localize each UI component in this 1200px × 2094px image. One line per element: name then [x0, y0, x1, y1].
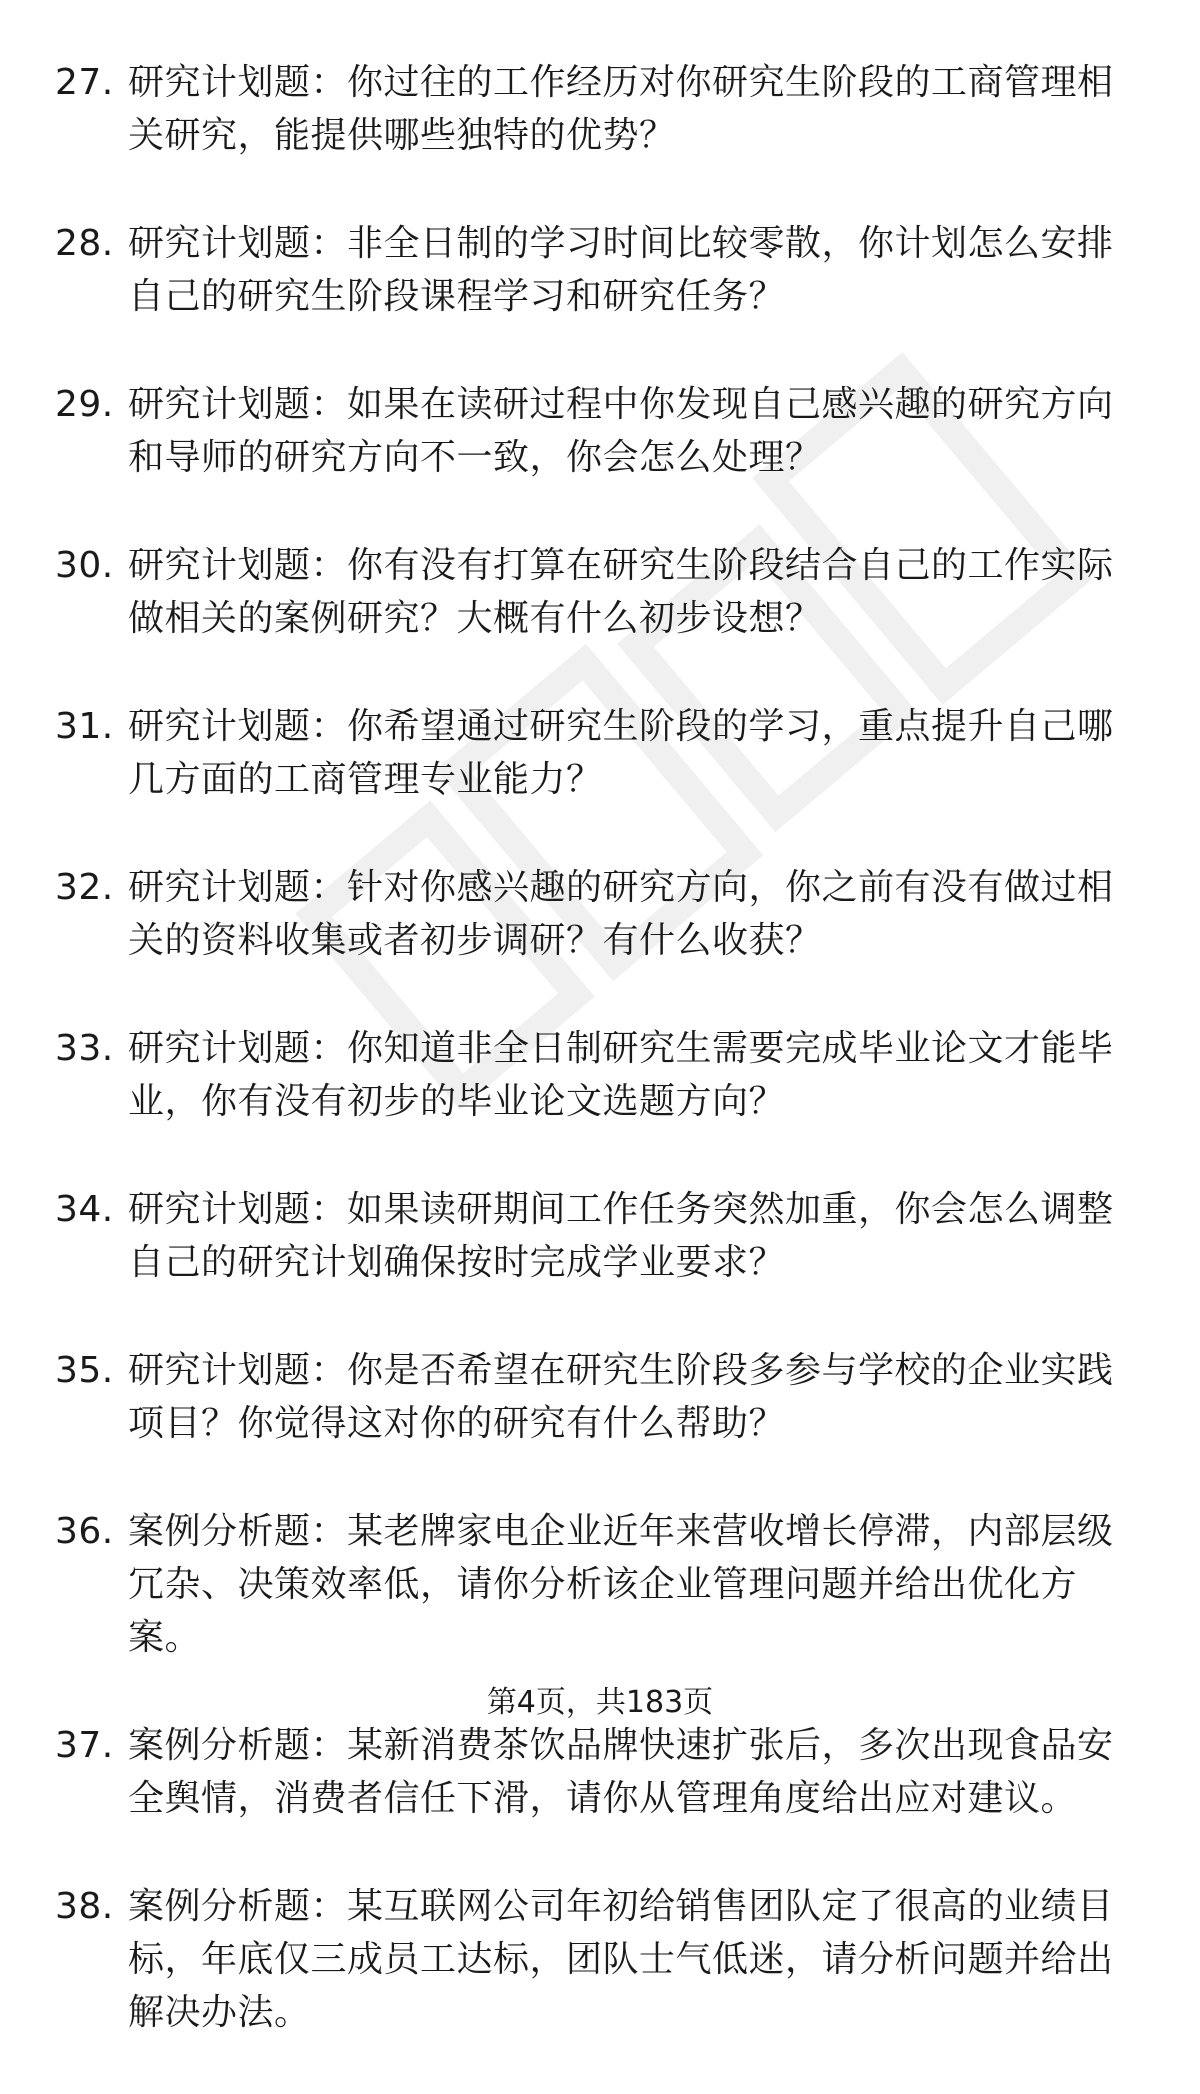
question-item	[55, 1344, 1145, 1450]
question-number: 32.	[55, 867, 114, 908]
question-text: 研究计划题：你有没有打算在研究生阶段结合自己的工作实际做相关的案例研究？大概有什么初步设想？	[128, 545, 1114, 639]
question-number: 28.	[55, 223, 114, 264]
question-item	[55, 56, 1145, 162]
question-number: 29.	[55, 384, 114, 425]
question-item	[55, 700, 1145, 806]
question-list	[55, 56, 1145, 2094]
question-item	[55, 539, 1145, 645]
question-number: 35.	[55, 1350, 114, 1391]
question-number: 37.	[55, 1725, 114, 1766]
question-text: 研究计划题：非全日制的学习时间比较零散，你计划怎么安排自己的研究生阶段课程学习和研究任务？	[128, 223, 1114, 317]
question-text: 研究计划题：你是否希望在研究生阶段多参与学校的企业实践项目？你觉得这对你的研究有什么帮助？	[128, 1350, 1114, 1444]
question-number: 30.	[55, 545, 114, 586]
question-text: 研究计划题：针对你感兴趣的研究方向，你之前有没有做过相关的资料收集或者初步调研？有什么收获？	[128, 867, 1114, 961]
question-item	[55, 217, 1145, 323]
question-text: 案例分析题：某老牌家电企业近年来营收增长停滞，内部层级冗杂、决策效率低，请你分析该企业管理问题并给出优化方案。	[128, 1511, 1114, 1658]
question-item	[55, 378, 1145, 484]
question-text: 案例分析题：某新消费茶饮品牌快速扩张后，多次出现食品安全舆情，消费者信任下滑，请你从管理角度给出应对建议。	[128, 1725, 1114, 1819]
page-footer: 第4页，共183页	[486, 1685, 714, 1720]
question-item	[55, 1880, 1145, 2039]
question-number: 36.	[55, 1511, 114, 1552]
question-item	[55, 1719, 1145, 1825]
question-item	[55, 1022, 1145, 1128]
question-item	[55, 861, 1145, 967]
question-number: 31.	[55, 706, 114, 747]
question-text: 研究计划题：你知道非全日制研究生需要完成毕业论文才能毕业，你有没有初步的毕业论文选题方向？	[128, 1028, 1114, 1122]
question-item	[55, 1505, 1145, 1664]
question-number: 33.	[55, 1028, 114, 1069]
question-text: 研究计划题：你希望通过研究生阶段的学习，重点提升自己哪几方面的工商管理专业能力？	[128, 706, 1114, 800]
question-text: 案例分析题：某互联网公司年初给销售团队定了很高的业绩目标，年底仅三成员工达标，团队士气低迷，请分析问题并给出解决办法。	[128, 1886, 1114, 2033]
question-number: 27.	[55, 62, 114, 103]
question-text: 研究计划题：你过往的工作经历对你研究生阶段的工商管理相关研究，能提供哪些独特的优势？	[128, 62, 1114, 156]
question-text: 研究计划题：如果在读研过程中你发现自己感兴趣的研究方向和导师的研究方向不一致，你会怎么处理？	[128, 384, 1114, 478]
question-number: 38.	[55, 1886, 114, 1927]
question-text: 研究计划题：如果读研期间工作任务突然加重，你会怎么调整自己的研究计划确保按时完成学业要求？	[128, 1189, 1114, 1283]
question-number: 34.	[55, 1189, 114, 1230]
question-item	[55, 1183, 1145, 1289]
